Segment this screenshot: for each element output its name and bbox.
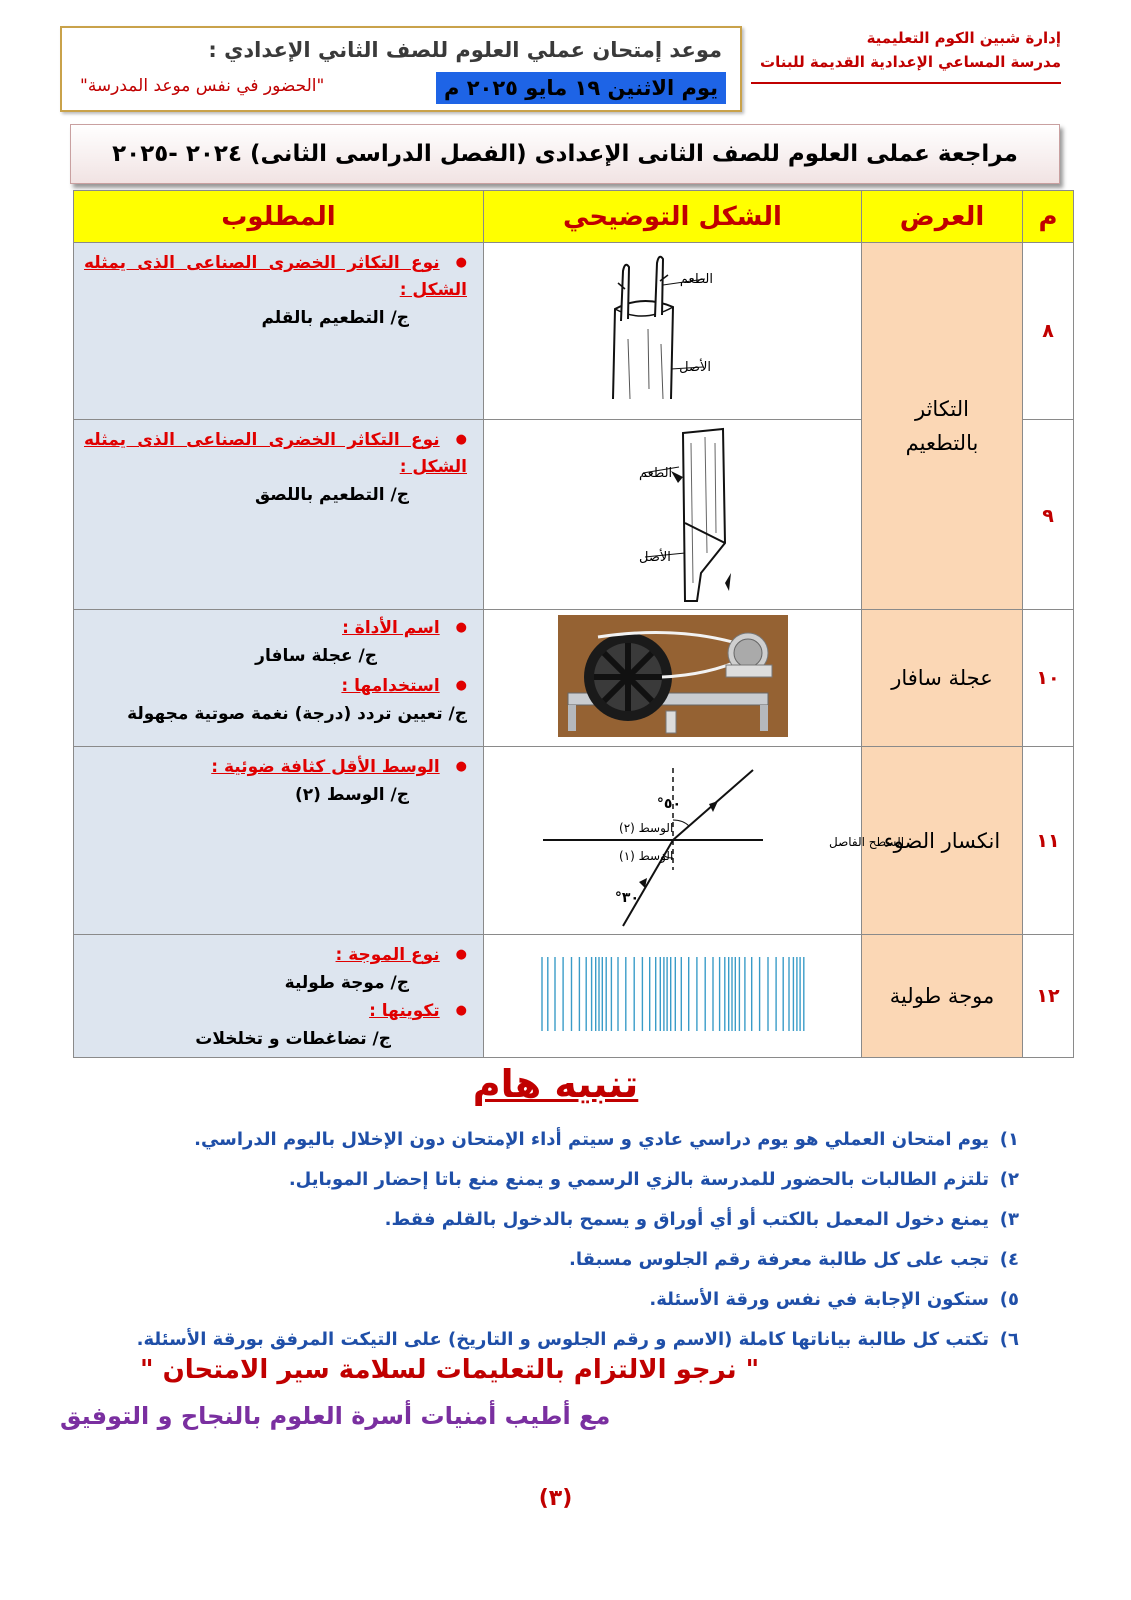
row-number: ١٠ xyxy=(1023,610,1074,747)
exam-date: يوم الاثنين ١٩ مايو ٢٠٢٥ م xyxy=(436,72,726,104)
row-number: ٨ xyxy=(1023,243,1074,420)
savart-wheel-figure xyxy=(484,610,862,747)
header-divider xyxy=(751,82,1061,84)
incident-angle: ٥٠° xyxy=(656,795,681,812)
answer-text: ج/ الوسط (٢) xyxy=(294,785,409,805)
scion-label: الطعم xyxy=(679,272,713,287)
question-text: ●اسم الأداة : xyxy=(342,618,467,638)
stock-label: الأصل xyxy=(638,549,671,565)
row-number: ٩ xyxy=(1023,420,1074,610)
school-header xyxy=(751,26,1061,84)
refraction-figure xyxy=(484,747,904,935)
grafting-topic-label: التكاثر بالتطعيم xyxy=(905,397,979,455)
header-required: المطلوب xyxy=(74,191,484,243)
page-number: (٣) xyxy=(538,1486,573,1511)
header-num: م xyxy=(1023,191,1074,243)
list-item: ٦)تكتب كل طالبة بياناتها كاملة (الاسم و رقم الجلوس و التاريخ) على التيكت المرفق بورقة الأسئلة. xyxy=(136,1329,1019,1350)
requirement-cell xyxy=(74,610,484,747)
answer-text: ج/ تعيين تردد (درجة) نغمة صوتية مجهولة xyxy=(127,704,467,724)
exam-schedule-box xyxy=(60,26,742,112)
question-text: ●نوع التكاثر الخضرى الصناعى الذى يمثله الشكل : xyxy=(84,253,467,300)
table-row xyxy=(74,243,1074,420)
school-name: مدرسة المساعي الإعدادية القديمة للبنات xyxy=(760,53,1061,71)
stock-label: الأصل xyxy=(678,360,711,375)
question-text: ●نوع الموجة : xyxy=(335,945,467,965)
longitudinal-wave-lines xyxy=(538,951,808,1037)
scion-label: الطعم xyxy=(638,465,672,481)
savart-wheel-photo xyxy=(558,615,788,737)
answer-text: ج/ عجلة سافار xyxy=(255,646,377,666)
table-row xyxy=(74,610,1074,747)
row-topic xyxy=(862,243,1023,610)
requirement-cell xyxy=(74,747,484,935)
answer-text: ج/ موجة طولية xyxy=(284,973,409,993)
cleft-grafting-figure xyxy=(484,243,862,420)
longitudinal-wave-figure xyxy=(484,935,862,1058)
list-item: ٤)تجب على كل طالبة معرفة رقم الجلوس مسبقا. xyxy=(569,1249,1019,1270)
question-text: ●الوسط الأقل كثافة ضوئية : xyxy=(211,757,467,777)
cleft-graft-illustration xyxy=(573,249,773,409)
row-topic: انكسار الضوء xyxy=(862,747,1023,935)
answer-text: ج/ تضاغطات و تخلخلات xyxy=(195,1029,391,1049)
review-title-banner: مراجعة عملى العلوم للصف الثانى الإعدادى (الفصل الدراسى الثانى) ٢٠٢٤ -٢٠٢٥ xyxy=(70,124,1060,184)
exam-title: موعد إمتحان عملي العلوم للصف الثاني الإعدادي : xyxy=(208,38,722,62)
administration-name: إدارة شبين الكوم التعليمية xyxy=(866,29,1061,47)
table-row xyxy=(74,935,1074,1058)
closing-wishes: مع أطيب أمنيات أسرة العلوم بالنجاح و التوفيق xyxy=(60,1402,611,1430)
exam-attendance-note: "الحضور في نفس موعد المدرسة" xyxy=(80,76,325,96)
row-number: ١٢ xyxy=(1023,935,1074,1058)
row-number: ١١ xyxy=(1023,747,1074,935)
whip-grafting-figure xyxy=(484,420,862,610)
table-row xyxy=(74,747,1074,935)
medium-1-label: الوسط (١) xyxy=(618,848,673,863)
answer-text: ج/ التطعيم بالقلم xyxy=(261,308,409,328)
answer-text: ج/ التطعيم باللصق xyxy=(254,485,409,505)
list-item: ٢)تلتزم الطالبات بالحضور للمدرسة بالزي الرسمي و يمنع منع باتا إحضار الموبايل. xyxy=(288,1169,1019,1190)
refraction-angle: ٣٠° xyxy=(614,889,639,906)
light-refraction-diagram xyxy=(513,750,904,928)
requirement-cell xyxy=(74,420,484,610)
row-topic: عجلة سافار xyxy=(862,610,1023,747)
header-figure: الشكل التوضيحي xyxy=(484,191,862,243)
question-text: ●تكوينها : xyxy=(369,1001,467,1021)
whip-graft-illustration xyxy=(573,423,773,603)
list-item: ٥)ستكون الإجابة في نفس ورقة الأسئلة. xyxy=(649,1289,1019,1310)
medium-2-label: الوسط (٢) xyxy=(618,820,673,835)
list-item: ٣)يمنع دخول المعمل بالكتب أو أي أوراق و يسمح بالدخول بالقلم فقط. xyxy=(384,1209,1019,1230)
requirement-cell xyxy=(74,243,484,420)
header-topic: العرض xyxy=(862,191,1023,243)
question-text: ●نوع التكاثر الخضرى الصناعى الذى يمثله الشكل : xyxy=(84,430,467,477)
table-header-row xyxy=(74,191,1074,243)
review-table xyxy=(73,190,1074,1058)
question-text: ●استخدامها : xyxy=(341,676,467,696)
requirement-cell xyxy=(74,935,484,1058)
closing-instruction: " نرجو الالتزام بالتعليمات لسلامة سير الامتحان " xyxy=(140,1355,760,1385)
surface-label: السطح الفاصل xyxy=(828,834,904,849)
notice-title: تنبيه هام xyxy=(472,1062,639,1106)
list-item: ١)يوم امتحان العملي هو يوم دراسي عادي و سيتم أداء الإمتحان دون الإخلال باليوم الدراسي. xyxy=(194,1129,1019,1150)
row-topic: موجة طولية xyxy=(862,935,1023,1058)
notice-list xyxy=(89,1120,1019,1360)
